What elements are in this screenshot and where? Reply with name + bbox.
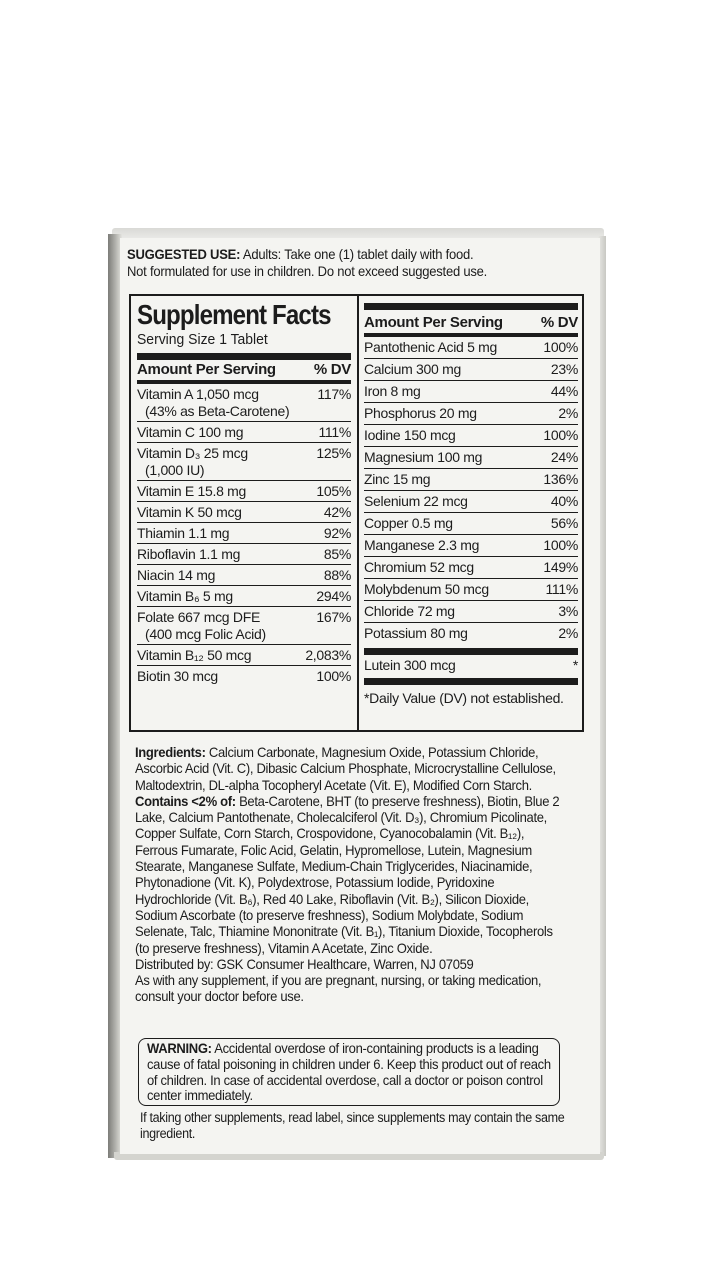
ingredients-block: [135, 744, 561, 1005]
nutrient-dv: 111%: [318, 424, 351, 440]
nutrient-dv: 23%: [550, 361, 578, 377]
nutrient-dv: 125%: [316, 445, 351, 461]
divider-thick: [364, 648, 578, 655]
nutrient-name: [137, 588, 301, 605]
nutrient-row: [137, 422, 351, 443]
nutrient-dv: 88%: [323, 567, 351, 583]
nutrient-name: Molybdenum 50 mcg: [364, 581, 489, 597]
nutrient-dv: 136%: [543, 471, 578, 487]
nutrient-name: Chloride 72 mg: [364, 603, 455, 619]
nutrient-name: [137, 483, 301, 500]
amount-per-serving-header: Amount Per Serving: [364, 314, 503, 331]
nutrient-amount: Niacin 14 mg: [137, 567, 216, 583]
nutrient-list-left: [137, 384, 351, 686]
nutrient-name: [137, 424, 301, 441]
nutrient-row: [137, 443, 351, 481]
nutrient-dv: 44%: [550, 383, 578, 399]
nutrient-row: [364, 513, 578, 535]
nutrient-dv: *: [572, 657, 578, 673]
nutrient-row: [364, 601, 578, 623]
nutrient-amount: Vitamin A 1,050 mcg: [137, 386, 259, 402]
nutrient-dv: 149%: [543, 559, 578, 575]
facts-left-column: [131, 296, 356, 730]
nutrient-dv: 100%: [543, 339, 578, 355]
nutrient-name: Manganese 2.3 mg: [364, 537, 480, 553]
nutrient-name: Iodine 150 mcg: [364, 427, 456, 443]
facts-title: Supplement Facts: [137, 299, 331, 330]
nutrient-row-lutein: [364, 655, 578, 676]
nutrient-name: [137, 609, 301, 643]
nutrient-dv: 2%: [558, 625, 578, 641]
nutrient-row: [364, 425, 578, 447]
facts-right-column: [357, 296, 584, 730]
nutrient-row: [137, 645, 351, 666]
nutrient-name: Pantothenic Acid 5 mg: [364, 339, 498, 355]
nutrient-name: Zinc 15 mg: [364, 471, 431, 487]
nutrient-name: [137, 386, 301, 420]
nutrient-row: [364, 491, 578, 513]
nutrient-amount: Vitamin B₆ 5 mg: [137, 588, 233, 604]
divider-thick: [137, 353, 351, 360]
suggested-use-line1: Adults: Take one (1) tablet daily with food.: [240, 246, 474, 262]
nutrient-name: Iron 8 mg: [364, 383, 421, 399]
nutrient-name: Calcium 300 mg: [364, 361, 461, 377]
nutrient-dv: 2,083%: [305, 647, 351, 663]
nutrient-name: Lutein 300 mcg: [364, 657, 456, 673]
nutrient-row: [137, 384, 351, 422]
nutrient-name: Chromium 52 mcg: [364, 559, 474, 575]
nutrient-name: [137, 504, 301, 521]
nutrient-subnote: (400 mcg Folic Acid): [145, 626, 266, 642]
nutrient-name: Potassium 80 mg: [364, 625, 468, 641]
nutrient-row: [364, 623, 578, 644]
other-supplements-note: If taking other supplements, read label, since supplements may contain the same ingredient.: [140, 1110, 565, 1141]
dv-header: % DV: [313, 361, 351, 378]
nutrient-dv: 40%: [550, 493, 578, 509]
amount-header-row: [137, 360, 351, 380]
nutrient-row: [137, 544, 351, 565]
nutrient-amount: Vitamin D₃ 25 mcg: [137, 445, 248, 461]
warning-box: [138, 1038, 560, 1106]
supplement-facts-panel: [129, 294, 584, 732]
nutrient-dv: 42%: [323, 504, 351, 520]
serving-size: Serving Size 1 Tablet: [137, 331, 268, 348]
warning-body: Accidental overdose of iron-containing products is a leading cause of fatal poisoning in children under 6. Keep this product out of reach of children. In case of accidental overdose, call a doctor or poison control center immediately.: [147, 1040, 551, 1104]
ingredients-heading: Ingredients:: [135, 744, 206, 760]
nutrient-dv: 100%: [316, 668, 351, 684]
nutrient-amount: Vitamin B₁₂ 50 mcg: [137, 647, 252, 663]
nutrient-row: [364, 579, 578, 601]
divider-thick: [364, 678, 578, 685]
divider-thick: [364, 303, 578, 310]
nutrient-dv: 92%: [323, 525, 351, 541]
nutrient-name: [137, 647, 301, 664]
nutrient-row: [364, 535, 578, 557]
nutrient-dv: 117%: [317, 386, 351, 402]
nutrient-row: [364, 557, 578, 579]
nutrient-name: [137, 546, 301, 563]
nutrient-amount: Riboflavin 1.1 mg: [137, 546, 241, 562]
nutrient-row: [137, 523, 351, 544]
suggested-use: [127, 246, 560, 280]
nutrient-name: Magnesium 100 mg: [364, 449, 483, 465]
nutrient-row: [364, 447, 578, 469]
nutrient-dv: 56%: [550, 515, 578, 531]
nutrient-name: [137, 668, 301, 685]
nutrient-amount: Vitamin C 100 mg: [137, 424, 244, 440]
amount-per-serving-header: Amount Per Serving: [137, 361, 276, 378]
nutrient-amount: Vitamin E 15.8 mg: [137, 483, 247, 499]
nutrient-dv: 2%: [558, 405, 578, 421]
nutrient-dv: 111%: [545, 581, 578, 597]
nutrient-amount: Thiamin 1.1 mg: [137, 525, 230, 541]
nutrient-row: [137, 481, 351, 502]
amount-header-row: [364, 313, 578, 333]
nutrient-name: [137, 567, 301, 584]
nutrient-dv: 100%: [543, 537, 578, 553]
nutrient-dv: 100%: [543, 427, 578, 443]
nutrient-row: [137, 666, 351, 686]
nutrient-name: Phosphorus 20 mg: [364, 405, 477, 421]
nutrient-subnote: (43% as Beta-Carotene): [145, 403, 290, 419]
nutrient-dv: 294%: [316, 588, 351, 604]
nutrient-list-right: [364, 337, 578, 644]
nutrient-amount: Biotin 30 mcg: [137, 668, 218, 684]
nutrient-row: [364, 469, 578, 491]
nutrient-dv: 105%: [316, 483, 351, 499]
nutrient-row: [364, 381, 578, 403]
nutrient-dv: 167%: [316, 609, 351, 625]
nutrient-row: [364, 337, 578, 359]
warning-text: [147, 1041, 556, 1104]
nutrient-name: Copper 0.5 mg: [364, 515, 453, 531]
nutrient-row: [364, 359, 578, 381]
nutrient-row: [137, 607, 351, 645]
ingredients-part1: Calcium Carbonate, Magnesium Oxide, Potassium Chloride, Ascorbic Acid (Vit. C), Dibasic Calcium Phosphate, Microcrystalline Cellulose, Maltodextrin, DL-alpha Tocopheryl Acetate (Vit. E), Modified Corn Starch.: [135, 744, 556, 793]
nutrient-dv: 3%: [558, 603, 578, 619]
dv-header: % DV: [540, 314, 578, 331]
nutrient-name: [137, 525, 301, 542]
nutrient-subnote: (1,000 IU): [145, 462, 205, 478]
nutrient-amount: Vitamin K 50 mcg: [137, 504, 242, 520]
nutrient-name: Selenium 22 mcg: [364, 493, 468, 509]
warning-heading: WARNING:: [147, 1040, 212, 1056]
nutrient-name: [137, 445, 301, 479]
supplement-note: As with any supplement, if you are pregnant, nursing, or taking medication, consult your doctor before use.: [135, 972, 542, 1005]
nutrient-dv: 85%: [323, 546, 351, 562]
nutrient-row: [137, 502, 351, 523]
nutrient-row: [137, 586, 351, 607]
suggested-use-line2: Not formulated for use in children. Do not exceed suggested use.: [127, 263, 488, 279]
ingredients-part2: Beta-Carotene, BHT (to preserve freshness), Biotin, Blue 2 Lake, Calcium Pantothenate, Cholecalciferol (Vit. D₃), Chromium Picolinate, Copper Sulfate, Corn Starch, Crospovidone, Cyanocobalamin (Vit. B₁₂), Ferrous Fumarate, Folic Acid, Gelatin, Hypromellose, Lutein, Magnesium Stearate, Manganese Sulfate, Medium-Chain Triglycerides, Niacinamide, Phytonadione (Vit. K), Polydextrose, Potassium Iodide, Pyridoxine Hydrochloride (Vit. B₆), Red 40 Lake, Riboflavin (Vit. B₂), Silicon Dioxide, Sodium Ascorbate (to preserve freshness), Sodium Molybdate, Sodium Selenate, Talc, Thiamine Mononitrate (Vit. B₁), Titanium Dioxide, Tocopherols (to preserve freshness), Vitamin A Acetate, Zinc Oxide.: [135, 792, 560, 956]
nutrient-amount: Folate 667 mcg DFE: [137, 609, 260, 625]
contains-heading: Contains <2% of:: [135, 792, 236, 809]
dv-footnote: *Daily Value (DV) not established.: [364, 690, 564, 706]
distributed-by: Distributed by: GSK Consumer Healthcare, Warren, NJ 07059: [135, 955, 474, 972]
nutrient-row: [137, 565, 351, 586]
nutrient-dv: 24%: [550, 449, 578, 465]
suggested-use-heading: SUGGESTED USE:: [127, 246, 241, 262]
nutrient-row: [364, 403, 578, 425]
